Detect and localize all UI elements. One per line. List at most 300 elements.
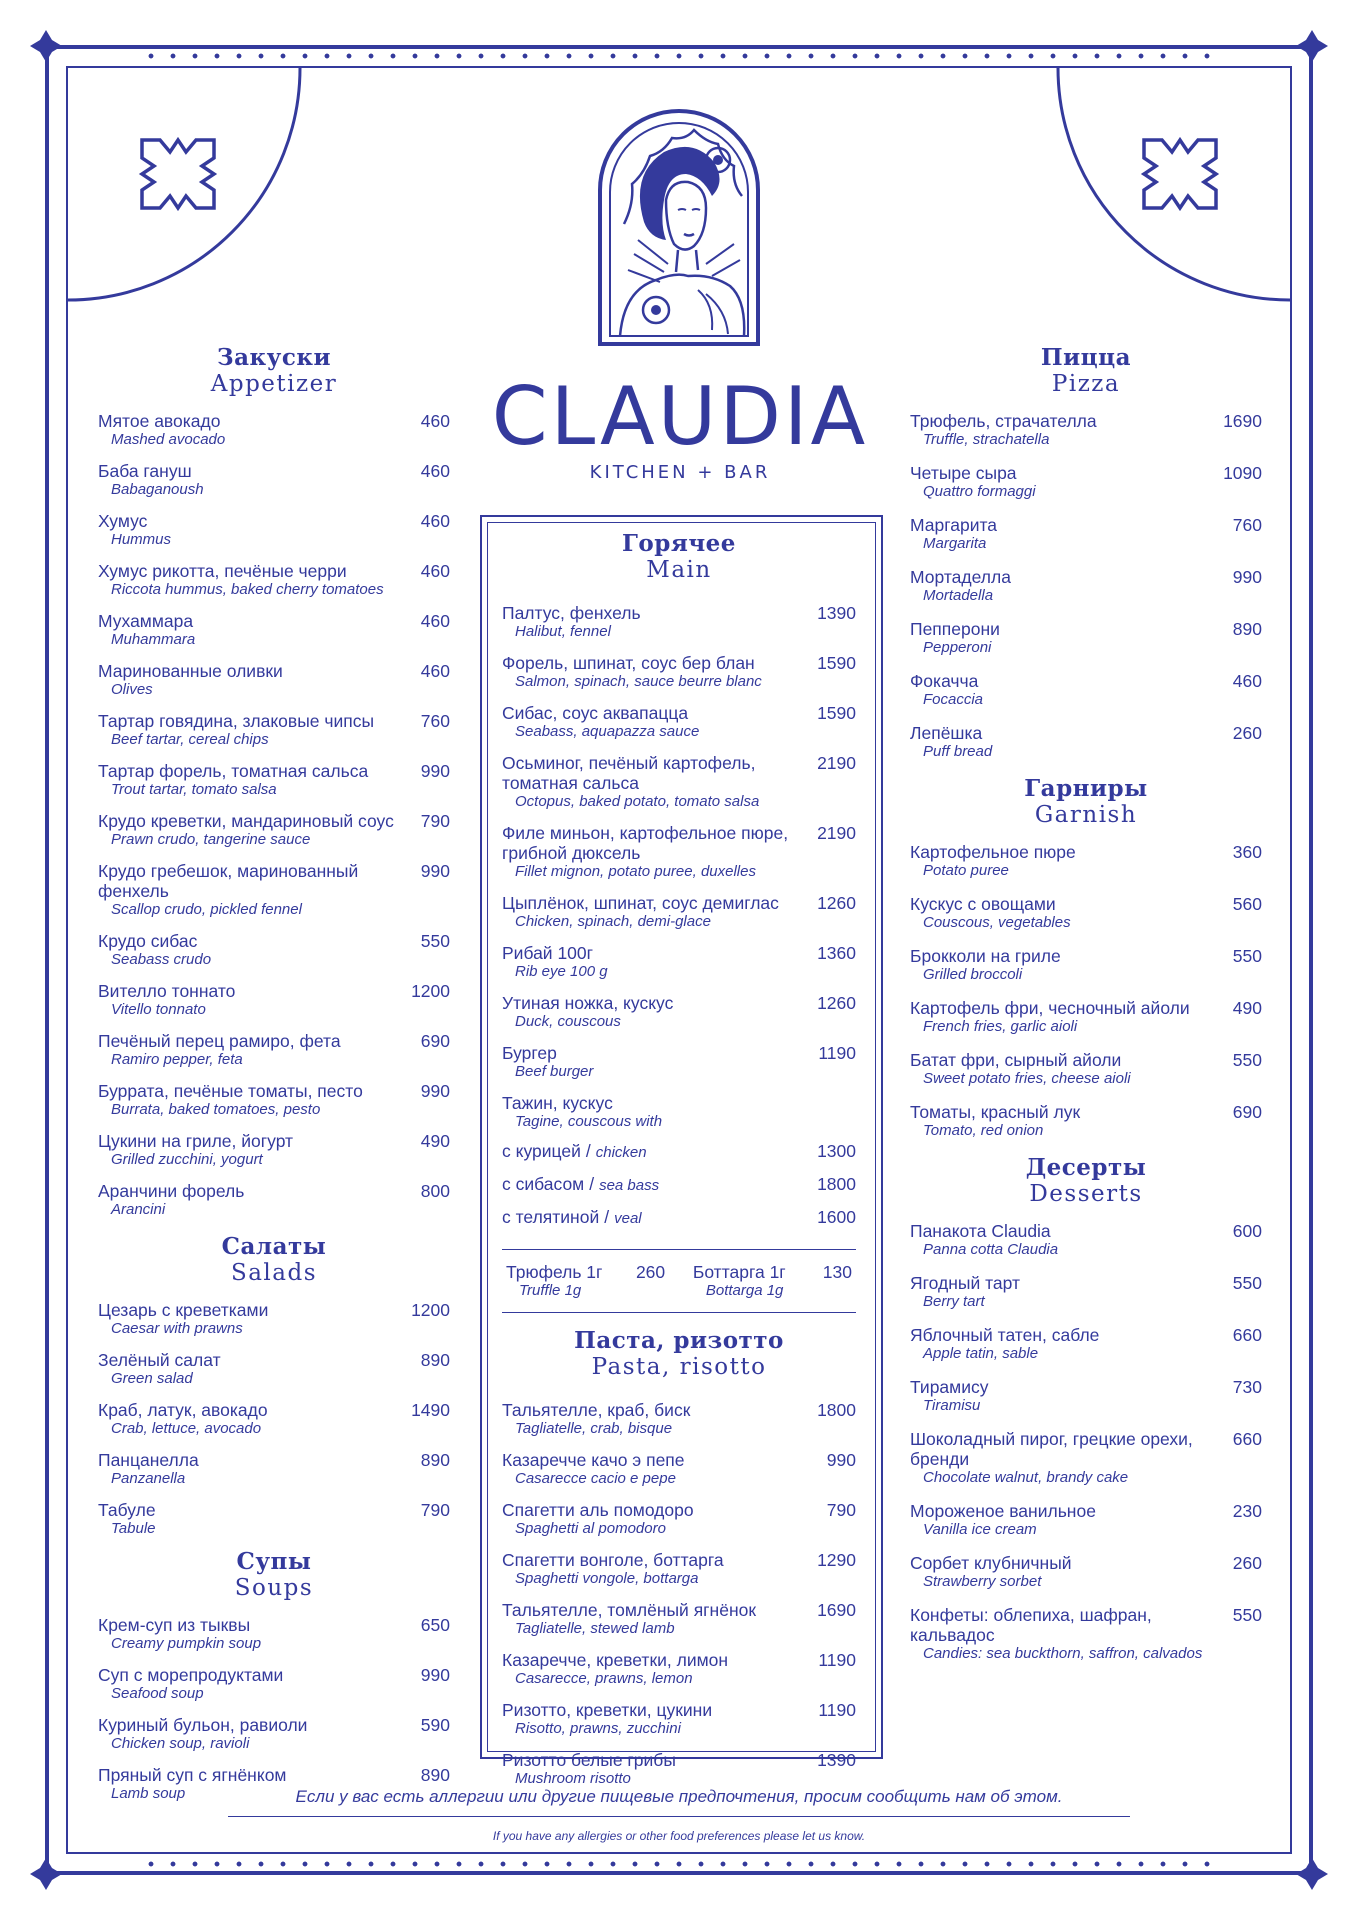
item-price: 1190 — [818, 1650, 856, 1670]
item-price: 790 — [420, 1500, 450, 1520]
item-price: 1090 — [1223, 463, 1262, 483]
item-name-ru: Кускус с овощами — [910, 894, 1056, 914]
menu-item — [502, 1700, 856, 1738]
menu-item — [910, 1377, 1262, 1415]
menu-list — [502, 1400, 856, 1788]
item-name-en: Panna cotta Claudia — [923, 1241, 1059, 1258]
section-main — [502, 530, 856, 1313]
item-price: 230 — [1232, 1501, 1262, 1521]
option-name-en: sea bass — [599, 1177, 660, 1194]
item-name-en: Apple tatin, sable — [923, 1345, 1039, 1362]
menu-list — [910, 1221, 1262, 1663]
extra-price: 130 — [822, 1262, 852, 1282]
item-name-en: Mushroom risotto — [515, 1770, 631, 1787]
menu-item — [910, 567, 1262, 605]
extras-row — [502, 1250, 856, 1312]
item-name-ru: Печёный перец рамиро, фета — [98, 1031, 341, 1051]
item-name-ru: Конфеты: облепиха, шафран, кальвадос — [910, 1605, 1152, 1645]
menu-item — [502, 943, 856, 981]
item-name-en: Potato puree — [923, 862, 1009, 879]
section-appetizer — [98, 344, 450, 1219]
item-price: 890 — [1232, 619, 1262, 639]
item-name-en: Vanilla ice cream — [923, 1521, 1037, 1538]
corner-ornament-icon — [28, 1856, 64, 1892]
item-name-en: Grilled zucchini, yogurt — [111, 1151, 263, 1168]
woman-portrait-emblem-icon — [594, 104, 764, 350]
menu-item — [98, 1181, 450, 1219]
menu-item — [502, 823, 856, 881]
section-title-ru: Салаты — [221, 1233, 327, 1260]
item-name-ru: Пряный суп с ягнёнком — [98, 1765, 287, 1785]
item-name-ru: Крудо гребешок, маринованный фенхель — [98, 861, 359, 901]
extra-truffle — [506, 1262, 665, 1300]
menu-item — [98, 611, 450, 649]
item-name-ru: Осьминог, печёный картофель, томатная сальса — [502, 753, 756, 793]
item-name-ru: Краб, латук, авокадо — [98, 1400, 268, 1420]
item-name-ru: Зелёный салат — [98, 1350, 221, 1370]
item-price: 760 — [420, 711, 450, 731]
item-price: 1590 — [817, 653, 856, 673]
item-name-en: Tagine, couscous with — [515, 1113, 663, 1130]
item-price: 460 — [420, 511, 450, 531]
item-price: 550 — [1232, 946, 1262, 966]
cross-ornament-icon — [1144, 140, 1216, 208]
item-name-en: Hummus — [111, 531, 172, 548]
item-name-ru: Томаты, красный лук — [910, 1102, 1081, 1122]
item-name-en: Beef burger — [515, 1063, 594, 1080]
item-price: 990 — [826, 1450, 856, 1470]
item-price: 550 — [1232, 1605, 1262, 1625]
menu-item — [910, 946, 1262, 984]
item-name-ru: Ризотто белые грибы — [502, 1750, 676, 1770]
section-pizza — [910, 344, 1262, 761]
menu-item — [502, 653, 856, 691]
item-name-ru: Аранчини форель — [98, 1181, 245, 1201]
item-name-en: Babaganoush — [111, 481, 204, 498]
item-name-ru: Баба гануш — [98, 461, 192, 481]
option-name-en: veal — [614, 1210, 642, 1227]
section-title-en: Desserts — [1029, 1181, 1143, 1207]
item-name-en: Fillet mignon, potato puree, duxelles — [515, 863, 756, 880]
section-title-ru: Пицца — [1040, 344, 1132, 371]
menu-item — [910, 619, 1262, 657]
item-price: 990 — [420, 861, 450, 881]
item-name-ru: Спагетти вонголе, боттарга — [502, 1550, 724, 1570]
section-title-ru: Паста, ризотто — [574, 1327, 784, 1354]
item-name-ru: Форель, шпинат, соус бер блан — [502, 653, 755, 673]
item-price: 1260 — [817, 893, 856, 913]
item-name-en: Spaghetti vongole, bottarga — [515, 1570, 699, 1587]
item-price: 2190 — [817, 753, 856, 773]
menu-item — [910, 723, 1262, 761]
item-name-en: French fries, garlic aioli — [923, 1018, 1078, 1035]
item-price: 550 — [1232, 1273, 1262, 1293]
item-name-ru: Цезарь с креветками — [98, 1300, 269, 1320]
item-name-en: Pepperoni — [923, 639, 992, 656]
item-name-ru: Куриный бульон, равиоли — [98, 1715, 308, 1735]
option-name-en: chicken — [595, 1144, 647, 1161]
item-name-ru: Тартар говядина, злаковые чипсы — [98, 711, 375, 731]
footer-divider — [228, 1816, 1130, 1817]
item-price: 1200 — [411, 981, 450, 1001]
item-name-en: Trout tartar, tomato salsa — [111, 781, 277, 798]
brand-logo-text: CLAUDIA — [491, 370, 869, 463]
item-name-ru: Казаречче, креветки, лимон — [502, 1650, 729, 1670]
item-name-ru: Рибай 100г — [502, 943, 594, 963]
item-name-en: Focaccia — [923, 691, 984, 708]
item-price: 460 — [420, 611, 450, 631]
item-name-ru: Маринованные оливки — [98, 661, 283, 681]
item-price: 1190 — [818, 1043, 856, 1063]
item-name-en: Grilled broccoli — [923, 966, 1023, 983]
section-title-en: Pasta, risotto — [591, 1354, 767, 1380]
section-title-ru: Горячее — [622, 530, 736, 557]
item-name-en: Tabule — [111, 1520, 156, 1537]
item-name-ru: Мороженое ванильное — [910, 1501, 1096, 1521]
menu-item — [98, 411, 450, 449]
item-name-ru: Сибас, соус аквапацца — [502, 703, 689, 723]
brand-subtitle: KITCHEN + BAR — [589, 462, 771, 483]
menu-item — [98, 661, 450, 699]
menu-item — [98, 1081, 450, 1119]
item-price: 1260 — [817, 993, 856, 1013]
item-name-ru: Сорбет клубничный — [910, 1553, 1072, 1573]
menu-item — [98, 711, 450, 749]
item-name-ru: Спагетти аль помодоро — [502, 1500, 694, 1520]
item-price: 490 — [1232, 998, 1262, 1018]
section-title-ru: Закуски — [217, 344, 331, 371]
item-price: 1360 — [817, 943, 856, 963]
item-name-ru: Хумус рикотта, печёные черри — [98, 561, 347, 581]
item-name-ru: Ризотто, креветки, цукини — [502, 1700, 713, 1720]
item-price: 990 — [1232, 567, 1262, 587]
menu-item — [98, 761, 450, 799]
item-name-ru: Фокачча — [910, 671, 979, 691]
section-title-en: Salads — [230, 1260, 318, 1286]
menu-item — [98, 1450, 450, 1488]
menu-list — [98, 411, 450, 1219]
menu-list — [910, 842, 1262, 1140]
menu-item — [502, 1750, 856, 1788]
tagine-option-label — [502, 1207, 642, 1229]
item-price: 990 — [420, 1081, 450, 1101]
item-name-ru: Казаречче качо э пепе — [502, 1450, 685, 1470]
bottom-dots — [140, 1861, 1220, 1867]
corner-ornament-icon — [1294, 1856, 1330, 1892]
item-name-en: Olives — [111, 681, 153, 698]
allergy-notice-en: If you have any allergies or other food preferences please let us know. — [492, 1829, 866, 1843]
item-name-en: Spaghetti al pomodoro — [515, 1520, 666, 1537]
item-name-en: Mashed avocado — [111, 431, 226, 448]
left-column — [98, 344, 450, 1815]
item-name-en: Berry tart — [923, 1293, 985, 1310]
item-name-en: Strawberry sorbet — [923, 1573, 1042, 1590]
tagine-option-label — [502, 1141, 647, 1163]
item-name-en: Puff bread — [923, 743, 993, 760]
item-name-ru: Филе миньон, картофельное пюре, грибной дюксель — [502, 823, 789, 863]
menu-item-tagine — [502, 1093, 856, 1131]
item-price: 800 — [420, 1181, 450, 1201]
corner-arc-decoration — [68, 68, 308, 304]
item-price: 1290 — [817, 1550, 856, 1570]
item-name-en: Risotto, prawns, zucchini — [515, 1720, 681, 1737]
item-name-ru: Панцанелла — [98, 1450, 199, 1470]
item-name-ru: Бургер — [502, 1043, 557, 1063]
item-price: 690 — [420, 1031, 450, 1051]
item-name-ru: Пепперони — [910, 619, 1000, 639]
right-column — [910, 344, 1262, 1677]
item-name-en: Candies: sea buckthorn, saffron, calvados — [923, 1645, 1203, 1662]
option-name-ru: с телятиной — [502, 1207, 600, 1227]
item-name-ru: Утиная ножка, кускус — [502, 993, 674, 1013]
item-name-ru: Крудо креветки, мандариновый соус — [98, 811, 394, 831]
item-name-ru: Буррата, печёные томаты, песто — [98, 1081, 363, 1101]
item-price: 990 — [420, 761, 450, 781]
item-price: 460 — [420, 461, 450, 481]
item-price: 600 — [1232, 1221, 1262, 1241]
menu-item — [98, 1665, 450, 1703]
menu-item — [98, 1715, 450, 1753]
tagine-options — [502, 1141, 856, 1229]
menu-item — [502, 1450, 856, 1488]
item-name-ru: Маргарита — [910, 515, 998, 535]
item-name-en: Tiramisu — [923, 1397, 981, 1414]
menu-item — [98, 861, 450, 919]
item-name-en: Crab, lettuce, avocado — [111, 1420, 262, 1437]
item-name-en: Vitello tonnato — [111, 1001, 206, 1018]
menu-item — [98, 561, 450, 599]
item-name-en: Prawn crudo, tangerine sauce — [111, 831, 311, 848]
item-name-ru: Мухаммара — [98, 611, 194, 631]
menu-item — [98, 931, 450, 969]
menu-item — [502, 1400, 856, 1438]
corner-ornament-icon — [1294, 28, 1330, 64]
menu-item — [98, 1300, 450, 1338]
menu-item — [98, 981, 450, 1019]
item-price: 460 — [420, 561, 450, 581]
item-name-en: Quattro formaggi — [923, 483, 1036, 500]
item-price: 360 — [1232, 842, 1262, 862]
menu-item — [502, 993, 856, 1031]
item-price: 1390 — [817, 603, 856, 623]
menu-item — [910, 463, 1262, 501]
item-price: 890 — [420, 1765, 450, 1785]
item-name-ru: Вителло тоннато — [98, 981, 236, 1001]
item-price: 1800 — [817, 1400, 856, 1420]
menu-item — [502, 1600, 856, 1638]
allergy-notice-ru: Если у вас есть аллергии или другие пищевые предпочтения, просим сообщить нам об этом. — [295, 1787, 1063, 1806]
item-name-en: Seafood soup — [111, 1685, 204, 1702]
item-name-ru: Тартар форель, томатная сальса — [98, 761, 369, 781]
menu-list — [502, 603, 856, 1081]
item-name-en: Seabass crudo — [111, 951, 212, 968]
section-title-ru: Десерты — [1025, 1154, 1147, 1181]
menu-list — [98, 1615, 450, 1803]
item-name-ru: Четыре сыра — [910, 463, 1017, 483]
menu-list — [910, 411, 1262, 761]
item-name-en: Caesar with prawns — [111, 1320, 243, 1337]
tagine-option — [502, 1174, 856, 1196]
menu-item — [910, 1102, 1262, 1140]
item-name-ru: Шоколадный пирог, грецкие орехи, бренди — [910, 1429, 1193, 1469]
item-name-en: Panzanella — [111, 1470, 186, 1487]
option-price: 1800 — [817, 1174, 856, 1194]
item-name-en: Tagliatelle, stewed lamb — [515, 1620, 675, 1637]
item-name-en: Tagliatelle, crab, bisque — [515, 1420, 673, 1437]
item-name-ru: Тальятелле, томлёный ягнёнок — [502, 1600, 757, 1620]
item-name-ru: Тирамису — [910, 1377, 989, 1397]
item-price: 660 — [1232, 1429, 1262, 1449]
menu-item — [98, 461, 450, 499]
item-name-en: Scallop crudo, pickled fennel — [111, 901, 302, 918]
item-price: 1190 — [818, 1700, 856, 1720]
section-title-ru: Гарниры — [1024, 775, 1148, 802]
item-name-en: Mortadella — [923, 587, 994, 604]
menu-item — [910, 998, 1262, 1036]
item-name-en: Chocolate walnut, brandy cake — [923, 1469, 1129, 1486]
item-name-en: Sweet potato fries, cheese aioli — [923, 1070, 1131, 1087]
item-name-ru: Палтус, фенхель — [502, 603, 641, 623]
section-title-en: Appetizer — [210, 371, 338, 397]
item-name-en: Margarita — [923, 535, 987, 552]
item-price: 460 — [1232, 671, 1262, 691]
item-name-en: Octopus, baked potato, tomato salsa — [515, 793, 760, 810]
item-name-ru: Панакота Claudia — [910, 1221, 1051, 1241]
menu-item — [910, 515, 1262, 553]
menu-list — [98, 1300, 450, 1538]
item-name-en: Ramiro pepper, feta — [111, 1051, 243, 1068]
menu-item — [502, 1650, 856, 1688]
menu-item — [910, 1553, 1262, 1591]
menu-item — [910, 1501, 1262, 1539]
menu-item — [910, 1273, 1262, 1311]
middle-column — [502, 530, 856, 1800]
option-name-ru: с курицей — [502, 1141, 581, 1161]
item-price: 2190 — [817, 823, 856, 843]
section-title-en: Main — [646, 557, 712, 583]
menu-item — [98, 811, 450, 849]
tagine-option-label — [502, 1174, 659, 1196]
corner-ornament-icon — [28, 28, 64, 64]
item-name-ru: Мортаделла — [910, 567, 1011, 587]
item-name-en: Seabass, aquapazza sauce — [515, 723, 700, 740]
item-price: 760 — [1232, 515, 1262, 535]
item-price: 790 — [826, 1500, 856, 1520]
menu-item — [910, 1325, 1262, 1363]
item-price: 790 — [420, 811, 450, 831]
section-garnish — [910, 775, 1262, 1140]
option-price: 1300 — [817, 1141, 856, 1161]
item-name-ru: Цукини на гриле, йогурт — [98, 1131, 294, 1151]
item-name-ru: Лепёшка — [910, 723, 983, 743]
item-price: 990 — [420, 1665, 450, 1685]
item-name-en: Chicken, spinach, demi-glace — [515, 913, 711, 930]
extra-name-en: Truffle 1g — [519, 1282, 582, 1299]
item-name-en: Burrata, baked tomatoes, pesto — [111, 1101, 321, 1118]
item-name-en: Muhammara — [111, 631, 196, 648]
item-name-en: Duck, couscous — [515, 1013, 621, 1030]
corner-arc-decoration — [1050, 68, 1290, 304]
section-title-en: Pizza — [1051, 371, 1121, 397]
item-name-ru: Суп с морепродуктами — [98, 1665, 284, 1685]
item-price: 1690 — [1223, 411, 1262, 431]
item-name-en: Green salad — [111, 1370, 193, 1387]
extra-price: 260 — [635, 1262, 666, 1282]
section-desserts — [910, 1154, 1262, 1663]
option-separator: / — [589, 1174, 595, 1194]
item-price: 260 — [1232, 1553, 1262, 1573]
item-name-en: Beef tartar, cereal chips — [111, 731, 269, 748]
item-price: 490 — [420, 1131, 450, 1151]
menu-item — [98, 1350, 450, 1388]
item-price: 660 — [1232, 1325, 1262, 1345]
item-name-ru: Яблочный татен, сабле — [910, 1325, 1100, 1345]
item-name-ru: Ягодный тарт — [910, 1273, 1020, 1293]
menu-item — [502, 603, 856, 641]
menu-item — [910, 411, 1262, 449]
menu-item — [502, 703, 856, 741]
item-name-en: Casarecce, prawns, lemon — [515, 1670, 693, 1687]
section-title-ru: Супы — [236, 1548, 312, 1575]
tagine-option — [502, 1207, 856, 1229]
item-price: 1200 — [411, 1300, 450, 1320]
item-price: 560 — [1232, 894, 1262, 914]
extra-bottarga — [693, 1262, 852, 1300]
item-price: 1690 — [817, 1600, 856, 1620]
item-name-en: Truffle, strachatella — [923, 431, 1050, 448]
top-dots — [140, 53, 1220, 59]
item-name-en: Halibut, fennel — [515, 623, 611, 640]
menu-item — [502, 1550, 856, 1588]
item-name-ru: Табуле — [98, 1500, 156, 1520]
item-name-en: Salmon, spinach, sauce beurre blanc — [515, 673, 762, 690]
menu-item — [910, 1605, 1262, 1663]
item-name-ru: Батат фри, сырный айоли — [910, 1050, 1122, 1070]
item-price: 890 — [420, 1350, 450, 1370]
section-title-en: Soups — [234, 1575, 314, 1601]
item-name-en: Lamb soup — [111, 1785, 186, 1802]
item-name-en: Tomato, red onion — [923, 1122, 1044, 1139]
item-name-ru: Тажин, кускус — [502, 1093, 613, 1113]
item-name-ru: Картофель фри, чесночный айоли — [910, 998, 1190, 1018]
item-name-en: Casarecce cacio e pepe — [515, 1470, 676, 1487]
menu-item — [98, 1131, 450, 1169]
cross-ornament-icon — [142, 140, 214, 208]
menu-item — [910, 1221, 1262, 1259]
menu-item — [502, 1500, 856, 1538]
menu-item — [910, 842, 1262, 880]
extra-name-ru: Трюфель 1г — [506, 1262, 603, 1282]
section-title-en: Garnish — [1034, 802, 1138, 828]
menu-item — [910, 894, 1262, 932]
item-price: 550 — [420, 931, 450, 951]
item-price: 1590 — [817, 703, 856, 723]
extra-name-ru: Боттарга 1г — [692, 1262, 786, 1282]
item-price: 650 — [420, 1615, 450, 1635]
menu-item — [98, 1615, 450, 1653]
item-name-ru: Брокколи на гриле — [910, 946, 1061, 966]
item-name-ru: Трюфель, страчателла — [910, 411, 1097, 431]
section-salads — [98, 1233, 450, 1538]
item-price: 460 — [420, 411, 450, 431]
section-pasta — [502, 1327, 856, 1788]
item-name-ru: Мятое авокадо — [98, 411, 221, 431]
item-name-en: Chicken soup, ravioli — [111, 1735, 250, 1752]
item-name-en: Creamy pumpkin soup — [111, 1635, 262, 1652]
divider — [502, 1312, 856, 1313]
menu-item — [910, 1050, 1262, 1088]
item-price: 460 — [420, 661, 450, 681]
